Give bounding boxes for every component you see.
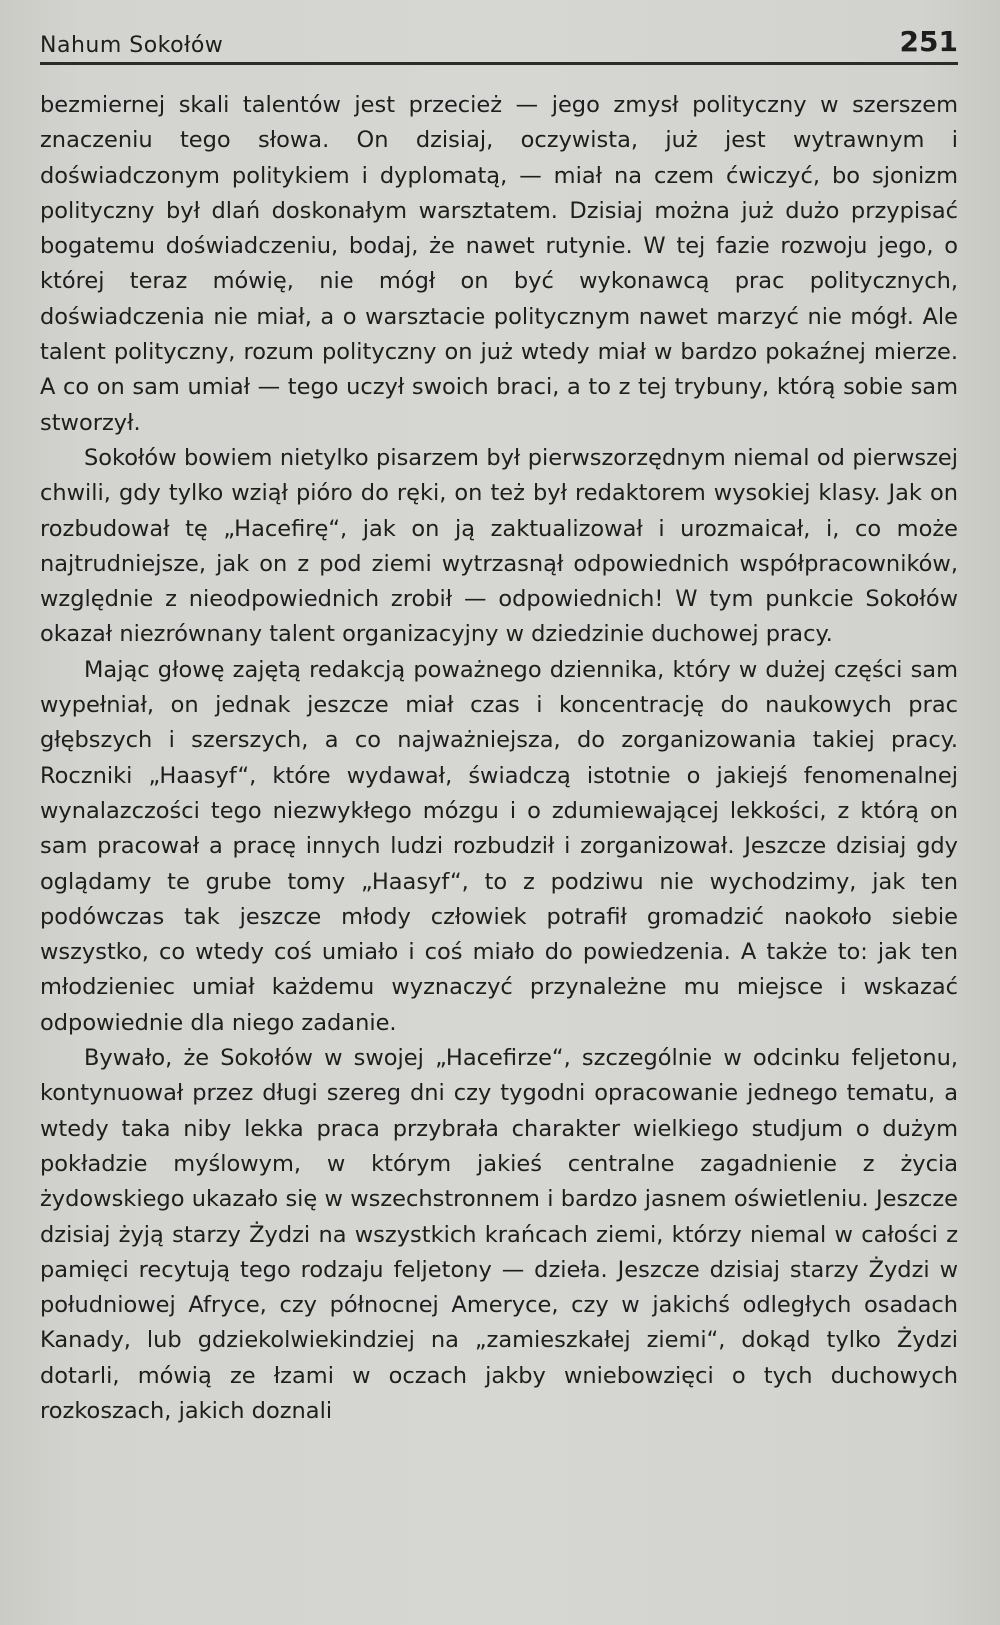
paragraph: Bywało, że Sokołów w swojej „Hacefirze“, szczególnie w odcinku feljetonu, kontynuował przez długi szereg dni czy tygodni opracowanie jednego tematu, a wtedy taka niby lekka praca przybrała charakter wielkiego studjum o dużym pokładzie myślowym, w którym jakieś centralne zagadnienie z życia żydowskiego ukazało się w wszechstronnem i bardzo jasnem oświetleniu. Jeszcze dzisiaj żyją starzy Żydzi na wszystkich krańcach ziemi, którzy niemal w całości z pamięci recytują tego rodzaju feljetony — dzieła. Jeszcze dzisiaj starzy Żydzi w południowej Afryce, czy północnej Ameryce, czy w jakichś odległych osadach Kanady, lub gdziekolwiekindziej na „zamieszkałej ziemi“, dokąd tylko Żydzi dotarli, mówią ze łzami w oczach jakby wniebowzięci o tych duchowych rozkoszach, jakich doznali (40, 1045, 958, 1424)
running-header (40, 22, 958, 58)
header-rule (40, 62, 958, 65)
paragraph: Mając głowę zajętą redakcją poważnego dziennika, który w dużej części sam wypełniał, on jednak jeszcze miał czas i koncentrację do naukowych prac głębszych i szerszych, a co najważniejsza, do zorganizowania takiej pracy. Roczniki „Haasyf“, które wydawał, świadczą istotnie o jakiejś fenomenalnej wynalazczości tego niezwykłego mózgu i o zdumiewającej lekkości, z którą on sam pracował a pracę innych ludzi rozbudził i zorganizował. Jeszcze dzisiaj gdy oglądamy te grube tomy „Haasyf“, to z podziwu nie wychodzimy, jak ten podówczas tak jeszcze młody człowiek potrafił gromadzić naokoło siebie wszystko, co wtedy coś umiało i coś miało do powiedzenia. A także to: jak ten młodzieniec umiał każdemu wyznaczyć przynależne mu miejsce i wskazać odpowiednie dla niego zadanie. (40, 656, 958, 1036)
page-number: 251 (899, 25, 958, 58)
paragraph-continued: bezmiernej skali talentów jest przecież — jego zmysł polityczny w szerszem znaczeniu tego słowa. On dzisiaj, oczywista, już jest wytrawnym i doświadczonym politykiem i dyplomatą, — miał na czem ćwiczyć, bo sjonizm polityczny był dlań doskonałym warsztatem. Dzisiaj można już dużo przypisać bogatemu doświadczeniu, bodaj, że nawet rutynie. W tej fazie rozwoju jego, o której teraz mówię, nie mógł on być wykonawcą prac politycznych, doświadczenia nie miał, a o warsztacie politycznym nawet marzyć nie mógł. Ale talent polityczny, rozum polityczny on już wtedy miał w bardzo pokaźnej mierze. A co on sam umiał — tego uczył swoich braci, a to z tej trybuny, którą sobie sam stworzył. (40, 92, 958, 436)
header-author: Nahum Sokołów (40, 33, 224, 58)
body-text (40, 88, 958, 1429)
paragraph: Sokołów bowiem nietylko pisarzem był pierwszorzędnym niemal od pierwszej chwili, gdy tylko wziął pióro do ręki, on też był redaktorem wysokiej klasy. Jak on rozbudował tę „Hacefirę“, jak on ją zaktualizował i urozmaicał, i, co może najtrudniejsze, jak on z pod ziemi wytrzasnął odpowiednich współpracowników, względnie z nieodpowiednich zrobił — odpowiednich! W tym punkcie Sokołów okazał niezrównany talent organizacyjny w dziedzinie duchowej pracy. (40, 444, 958, 648)
